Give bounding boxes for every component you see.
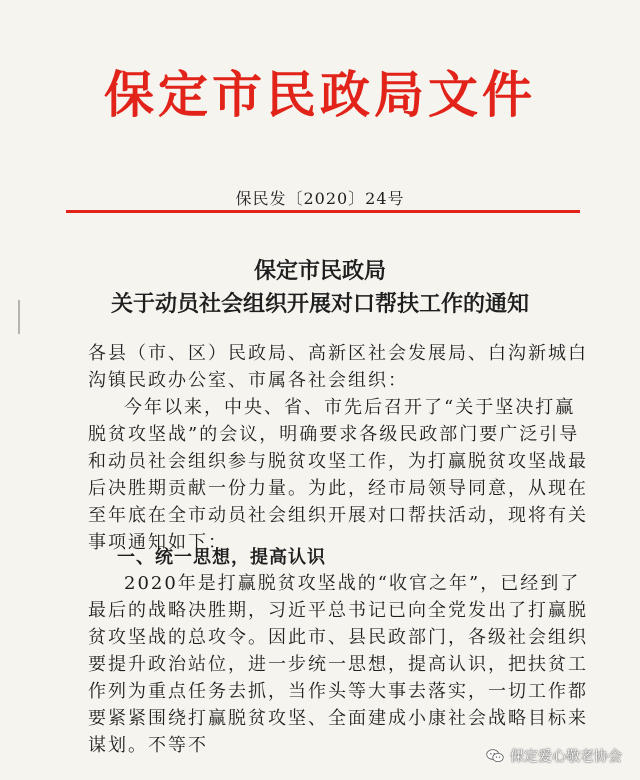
red-divider-line <box>66 210 580 213</box>
body-paragraph-1: 今年以来，中央、省、市先后召开了“关于坚决打赢脱贫攻坚战”的会议，明确要求各级民政部门要广泛引导和动员社会组织参与脱贫攻坚工作，为打赢脱贫攻坚战最后决胜期贡献一份力量。为此，经市局领导同意，从现在至年底在全市动员社会组织开展对口帮扶活动，现将有关事项通知如下： <box>88 397 588 553</box>
account-watermark <box>486 746 622 766</box>
document-number: 保民发〔2020〕24号 <box>235 189 405 208</box>
body-paragraph-2: 2020年是打赢脱贫攻坚战的“收官之年”，已经到了最后的战略决胜期，习近平总书记已向全党发出了打赢脱贫攻坚战的总攻令。因此市、县民政部门，各级社会组织要提升政治站位，进一步统一思想，提高认识，把扶贫工作列为重点任务去抓，当作头等大事去落实，一切工作都要紧紧围绕打赢脱贫攻坚、全面建成小康社会战略目标来谋划。不等不 <box>88 573 588 756</box>
binding-mark <box>18 300 20 334</box>
addressee-paragraph: 各县（市、区）民政局、高新区社会发展局、白沟新城白沟镇民政办公室、市属各社会组织： <box>88 343 588 391</box>
notice-title-subject: 关于动员社会组织开展对口帮扶工作的通知 <box>110 292 529 317</box>
wechat-icon <box>486 748 504 764</box>
header-title: 保定市民政局文件 <box>104 66 536 124</box>
watermark-text: 保定爱心敬老协会 <box>510 749 622 765</box>
section-heading-1: 一、统一思想，提高认识 <box>117 547 326 568</box>
notice-title-issuer: 保定市民政局 <box>253 259 386 284</box>
